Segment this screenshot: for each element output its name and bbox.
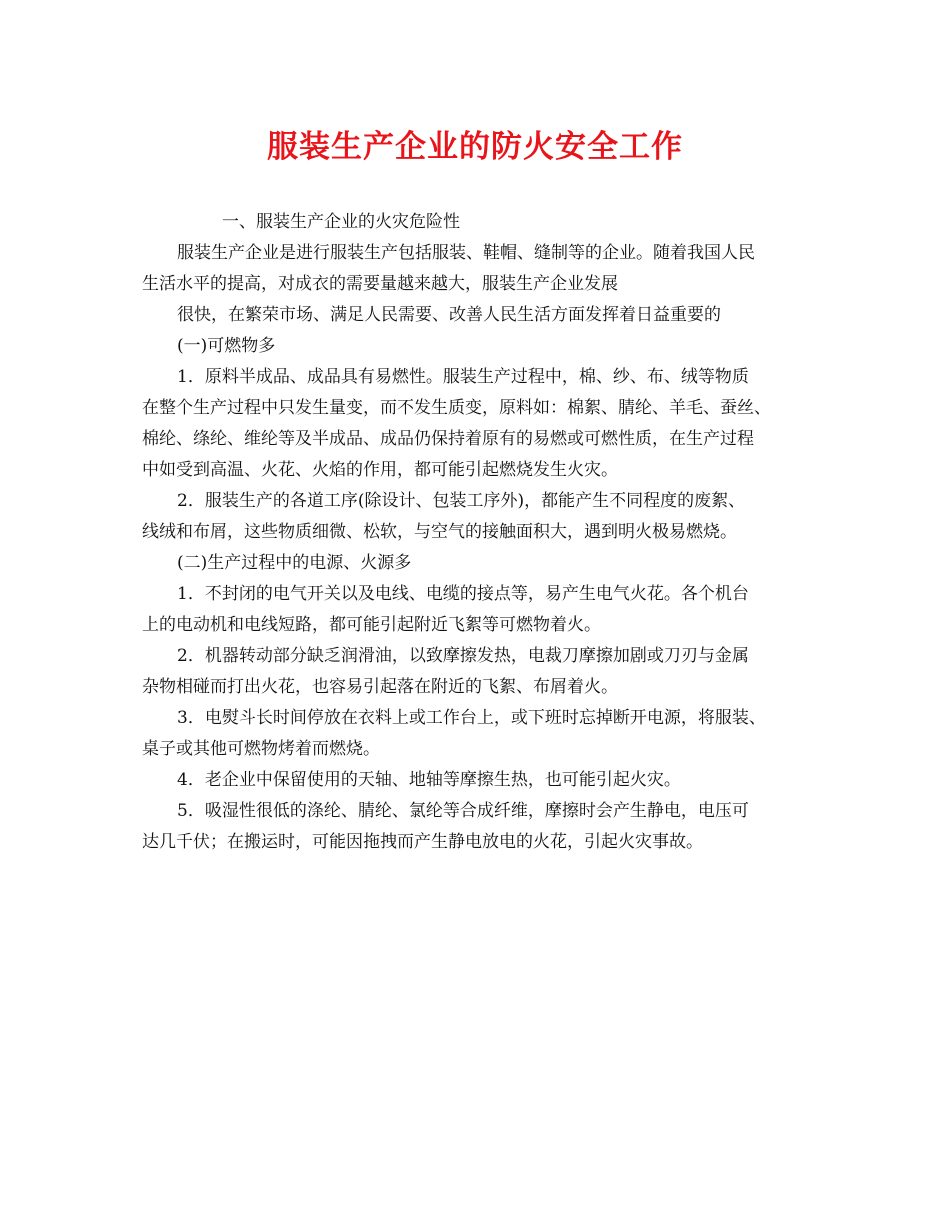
paragraph-line: 2．机器转动部分缺乏润滑油，以致摩擦发热，电裁刀摩擦加剧或刀刃与金属 [177,646,749,666]
document-body [142,207,822,858]
paragraph-line: 3．电熨斗长时间停放在衣料上或工作台上，或下班时忘掉断开电源，将服装、 [177,708,766,728]
subsection-heading: (一)可燃物多 [177,336,276,356]
page-title: 服装生产企业的防火安全工作 [267,129,683,165]
section-heading: 一、服装生产企业的火灾危险性 [222,212,460,232]
paragraph-line: 中如受到高温、火花、火焰的作用，都可能引起燃烧发生火灾。 [142,460,618,480]
paragraph-line: 棉纶、绦纶、维纶等及半成品、成品仍保持着原有的易燃或可燃性质，在生产过程 [142,429,754,449]
paragraph-line: 很快，在繁荣市场、满足人民需要、改善人民生活方面发挥着日益重要的 [177,305,721,325]
paragraph-line: 在整个生产过程中只发生量变，而不发生质变，原料如：棉絮、腈纶、羊毛、蚕丝、 [142,398,771,418]
paragraph-line: 服装生产企业是进行服装生产包括服装、鞋帽、缝制等的企业。随着我国人民 [177,243,755,263]
paragraph-line: 上的电动机和电线短路，都可能引起附近飞絮等可燃物着火。 [142,615,601,635]
paragraph-line: 5．吸湿性很低的涤纶、腈纶、氯纶等合成纤维，摩擦时会产生静电，电压可 [177,801,749,821]
paragraph-line: 线绒和布屑，这些物质细微、松软，与空气的接触面积大，遇到明火极易燃烧。 [142,522,737,542]
subsection-heading: (二)生产过程中的电源、火源多 [177,553,412,573]
paragraph-line: 生活水平的提高，对成衣的需要量越来越大，服装生产企业发展 [142,274,618,294]
paragraph-line: 1．原料半成品、成品具有易燃性。服装生产过程中，棉、纱、布、绒等物质 [177,367,749,387]
paragraph-line: 1．不封闭的电气开关以及电线、电缆的接点等，易产生电气火花。各个机台 [177,584,749,604]
paragraph-line: 达几千伏；在搬运时，可能因拖拽而产生静电放电的火花，引起火灾事故。 [142,832,703,852]
paragraph-line: 桌子或其他可燃物烤着而燃烧。 [142,739,380,759]
paragraph-line: 杂物相碰而打出火花，也容易引起落在附近的飞絮、布屑着火。 [142,677,618,697]
paragraph-line: 4．老企业中保留使用的天轴、地轴等摩擦生热，也可能引起火灾。 [177,770,681,790]
paragraph-line: 2．服装生产的各道工序(除设计、包装工序外)，都能产生不同程度的废絮、 [177,491,746,511]
